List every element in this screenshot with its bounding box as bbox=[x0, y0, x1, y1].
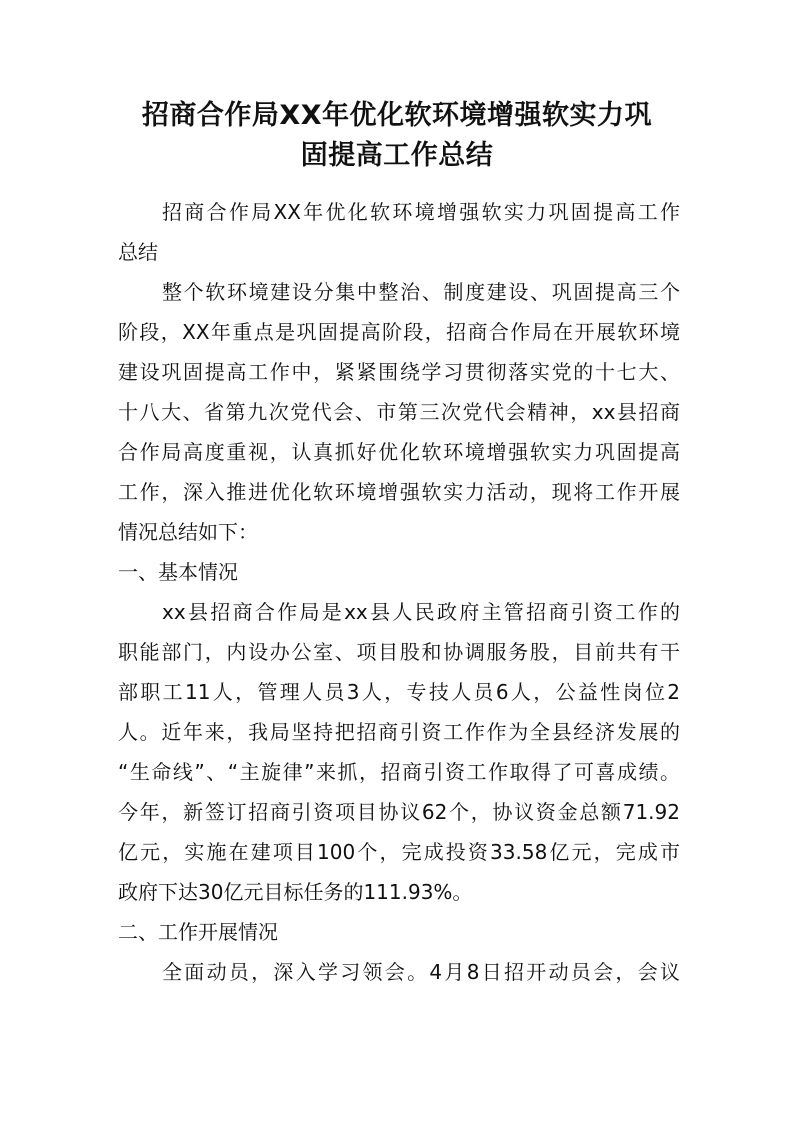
paragraph-line: 全面动员，深入学习领会。4月8日招开动员会，会议 bbox=[162, 960, 680, 984]
paragraph-basic bbox=[118, 592, 680, 912]
paragraph-line: 部职工11人，管理人员3人，专技人员6人，公益性岗位2 bbox=[118, 680, 680, 704]
paragraph-line: 职能部门，内设办公室、项目股和协调服务股，目前共有干 bbox=[118, 640, 680, 664]
paragraph-line: 阶段，XX年重点是巩固提高阶段，招商合作局在开展软环境 bbox=[118, 320, 680, 344]
paragraph-line: 人。近年来，我局坚持把招商引资工作作为全县经济发展的 bbox=[118, 720, 680, 744]
paragraph-line: 合作局高度重视，认真抓好优化软环境增强软实力巩固提高 bbox=[118, 440, 680, 464]
paragraph-line: “生命线”、“主旋律”来抓，招商引资工作取得了可喜成绩。 bbox=[118, 760, 680, 784]
title-line: 招商合作局XX年优化软环境增强软实力巩 bbox=[141, 100, 653, 131]
section-heading-basic: 一、基本情况 bbox=[118, 560, 238, 584]
paragraph-line: 总结 bbox=[118, 240, 158, 264]
paragraph-subtitle bbox=[118, 192, 680, 272]
paragraph-line: 十八大、省第九次党代会、市第三次党代会精神，xx县招商 bbox=[118, 400, 680, 424]
paragraph-line: 整个软环境建设分集中整治、制度建设、巩固提高三个 bbox=[162, 280, 680, 304]
section-heading-work: 二、工作开展情况 bbox=[118, 920, 278, 944]
paragraph-line: 政府下达30亿元目标任务的111.93%。 bbox=[118, 880, 473, 904]
paragraph-line: xx县招商合作局是xx县人民政府主管招商引资工作的 bbox=[162, 600, 680, 624]
document-body bbox=[118, 192, 680, 992]
paragraph-line: 情况总结如下： bbox=[118, 520, 258, 544]
title-line: 固提高工作总结 bbox=[300, 140, 494, 171]
paragraph-line: 亿元，实施在建项目100个，完成投资33.58亿元，完成市 bbox=[118, 840, 680, 864]
paragraph-line: 今年，新签订招商引资项目协议62个，协议资金总额71.92 bbox=[118, 800, 680, 824]
paragraph-line: 工作，深入推进优化软环境增强软实力活动，现将工作开展 bbox=[118, 480, 680, 504]
paragraph-intro bbox=[118, 272, 680, 552]
paragraph-work bbox=[118, 952, 680, 992]
document-title bbox=[100, 96, 694, 176]
paragraph-line: 招商合作局XX年优化软环境增强软实力巩固提高工作 bbox=[162, 200, 680, 224]
paragraph-line: 建设巩固提高工作中，紧紧围绕学习贯彻落实党的十七大、 bbox=[118, 360, 680, 384]
